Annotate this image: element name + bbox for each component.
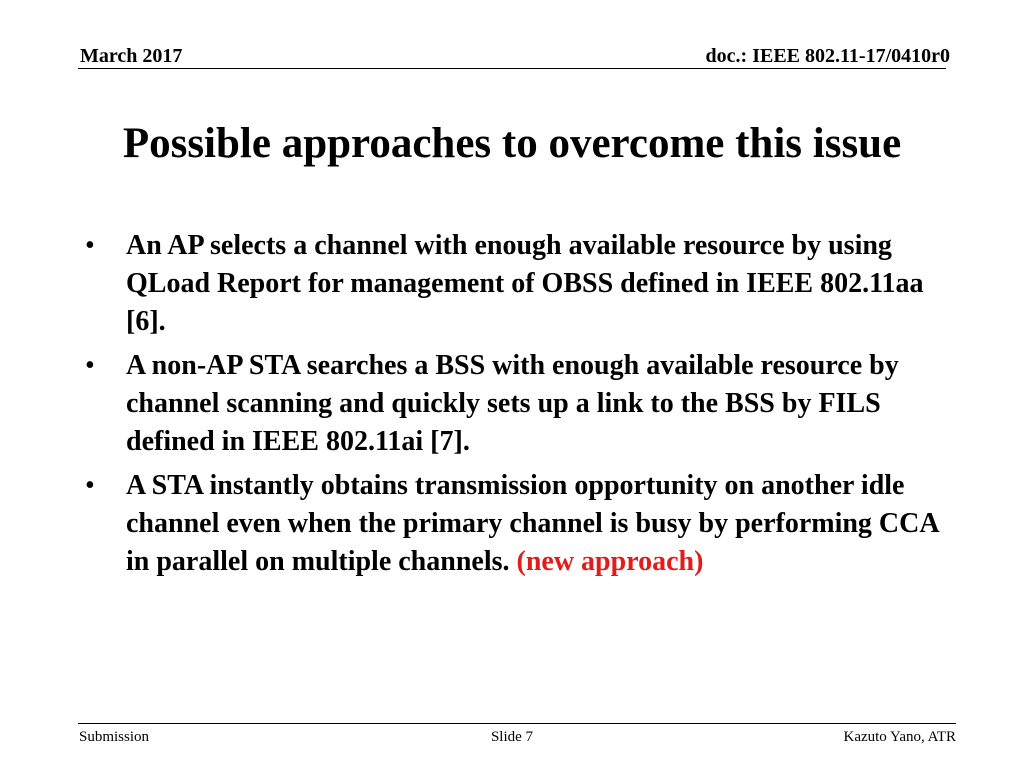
- footer-slide-number: Slide 7: [490, 729, 534, 745]
- new-approach-highlight: (new approach): [516, 546, 704, 577]
- bullet-list: [80, 227, 960, 587]
- bullet-text: A STA instantly obtains transmission opportunity on another idle channel even when the primary channel is busy by performing CCA in parallel on multiple channels.: [126, 470, 939, 577]
- header-doc-id: doc.: IEEE 802.11-17/0410r0: [705, 45, 950, 67]
- header-divider: [78, 68, 946, 69]
- bullet-item-2: [80, 347, 960, 461]
- bullet-item-1: [80, 227, 960, 341]
- header-date: March 2017: [80, 45, 183, 67]
- footer-divider: [78, 723, 956, 724]
- bullet-icon: •: [85, 470, 95, 501]
- slide-title: Possible approaches to overcome this issue: [122, 120, 902, 167]
- bullet-icon: •: [85, 350, 95, 381]
- bullet-text: An AP selects a channel with enough available resource by using QLoad Report for management of OBSS defined in IEEE 802.11aa [6].: [126, 230, 924, 337]
- bullet-text: A non-AP STA searches a BSS with enough available resource by channel scanning and quickly sets up a link to the BSS by FILS defined in IEEE 802.11ai [7].: [126, 350, 899, 457]
- bullet-icon: •: [85, 230, 95, 261]
- bullet-item-3: [80, 467, 960, 581]
- footer-author: Kazuto Yano, ATR: [843, 729, 956, 745]
- footer-submission: Submission: [79, 729, 150, 745]
